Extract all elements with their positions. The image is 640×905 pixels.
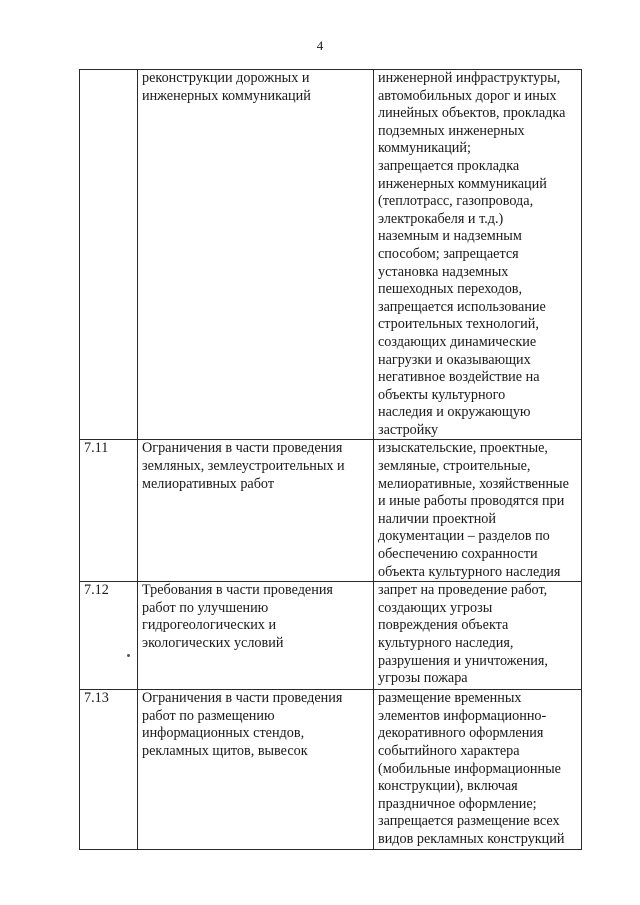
ink-dot (127, 654, 130, 657)
row-title: Ограничения в части проведения земляных, землеустроительных и мелиоративных работ (138, 440, 374, 582)
page-number: 4 (316, 38, 324, 53)
table-row (80, 582, 582, 690)
row-description: запрет на проведение работ, создающих угрозы повреждения объекта культурного наследия, разрушения и уничтожения, угрозы пожара (374, 582, 582, 690)
row-number: 7.12 (80, 582, 138, 690)
row-number: 7.11 (80, 440, 138, 582)
row-title: реконструкции дорожных и инженерных коммуникаций (138, 70, 374, 440)
row-description: размещение временных элементов информационно- декоративного оформления событийного характера (мобильные информационные конструкции), включая праздничное оформление; запрещается размещение всех видов рекламных конструкций (374, 690, 582, 849)
table-row (80, 690, 582, 849)
row-number: 7.13 (80, 690, 138, 849)
table-row (80, 440, 582, 582)
restrictions-table (79, 69, 582, 850)
row-title: Требования в части проведения работ по улучшению гидрогеологических и экологических условий (138, 582, 374, 690)
row-description: изыскательские, проектные, земляные, строительные, мелиоративные, хозяйственные и иные работы проводятся при наличии проектной документации – разделов по обеспечению сохранности объекта культурного наследия (374, 440, 582, 582)
table-row (80, 70, 582, 440)
row-description: инженерной инфраструктуры, автомобильных дорог и иных линейных объектов, прокладка подземных инженерных коммуникаций; запрещается прокладка инженерных коммуникаций (теплотрасс, газопровода, электрокабеля и т.д.) наземным и надземным способом; запрещается установка надземных пешеходных переходов, запрещается использование строительных технологий, создающих динамические нагрузки и оказывающих негативное воздействие на объекты культурного наследия и окружающую застройку (374, 70, 582, 440)
row-title: Ограничения в части проведения работ по размещению информационных стендов, рекламных щитов, вывесок (138, 690, 374, 849)
row-number (80, 70, 138, 440)
